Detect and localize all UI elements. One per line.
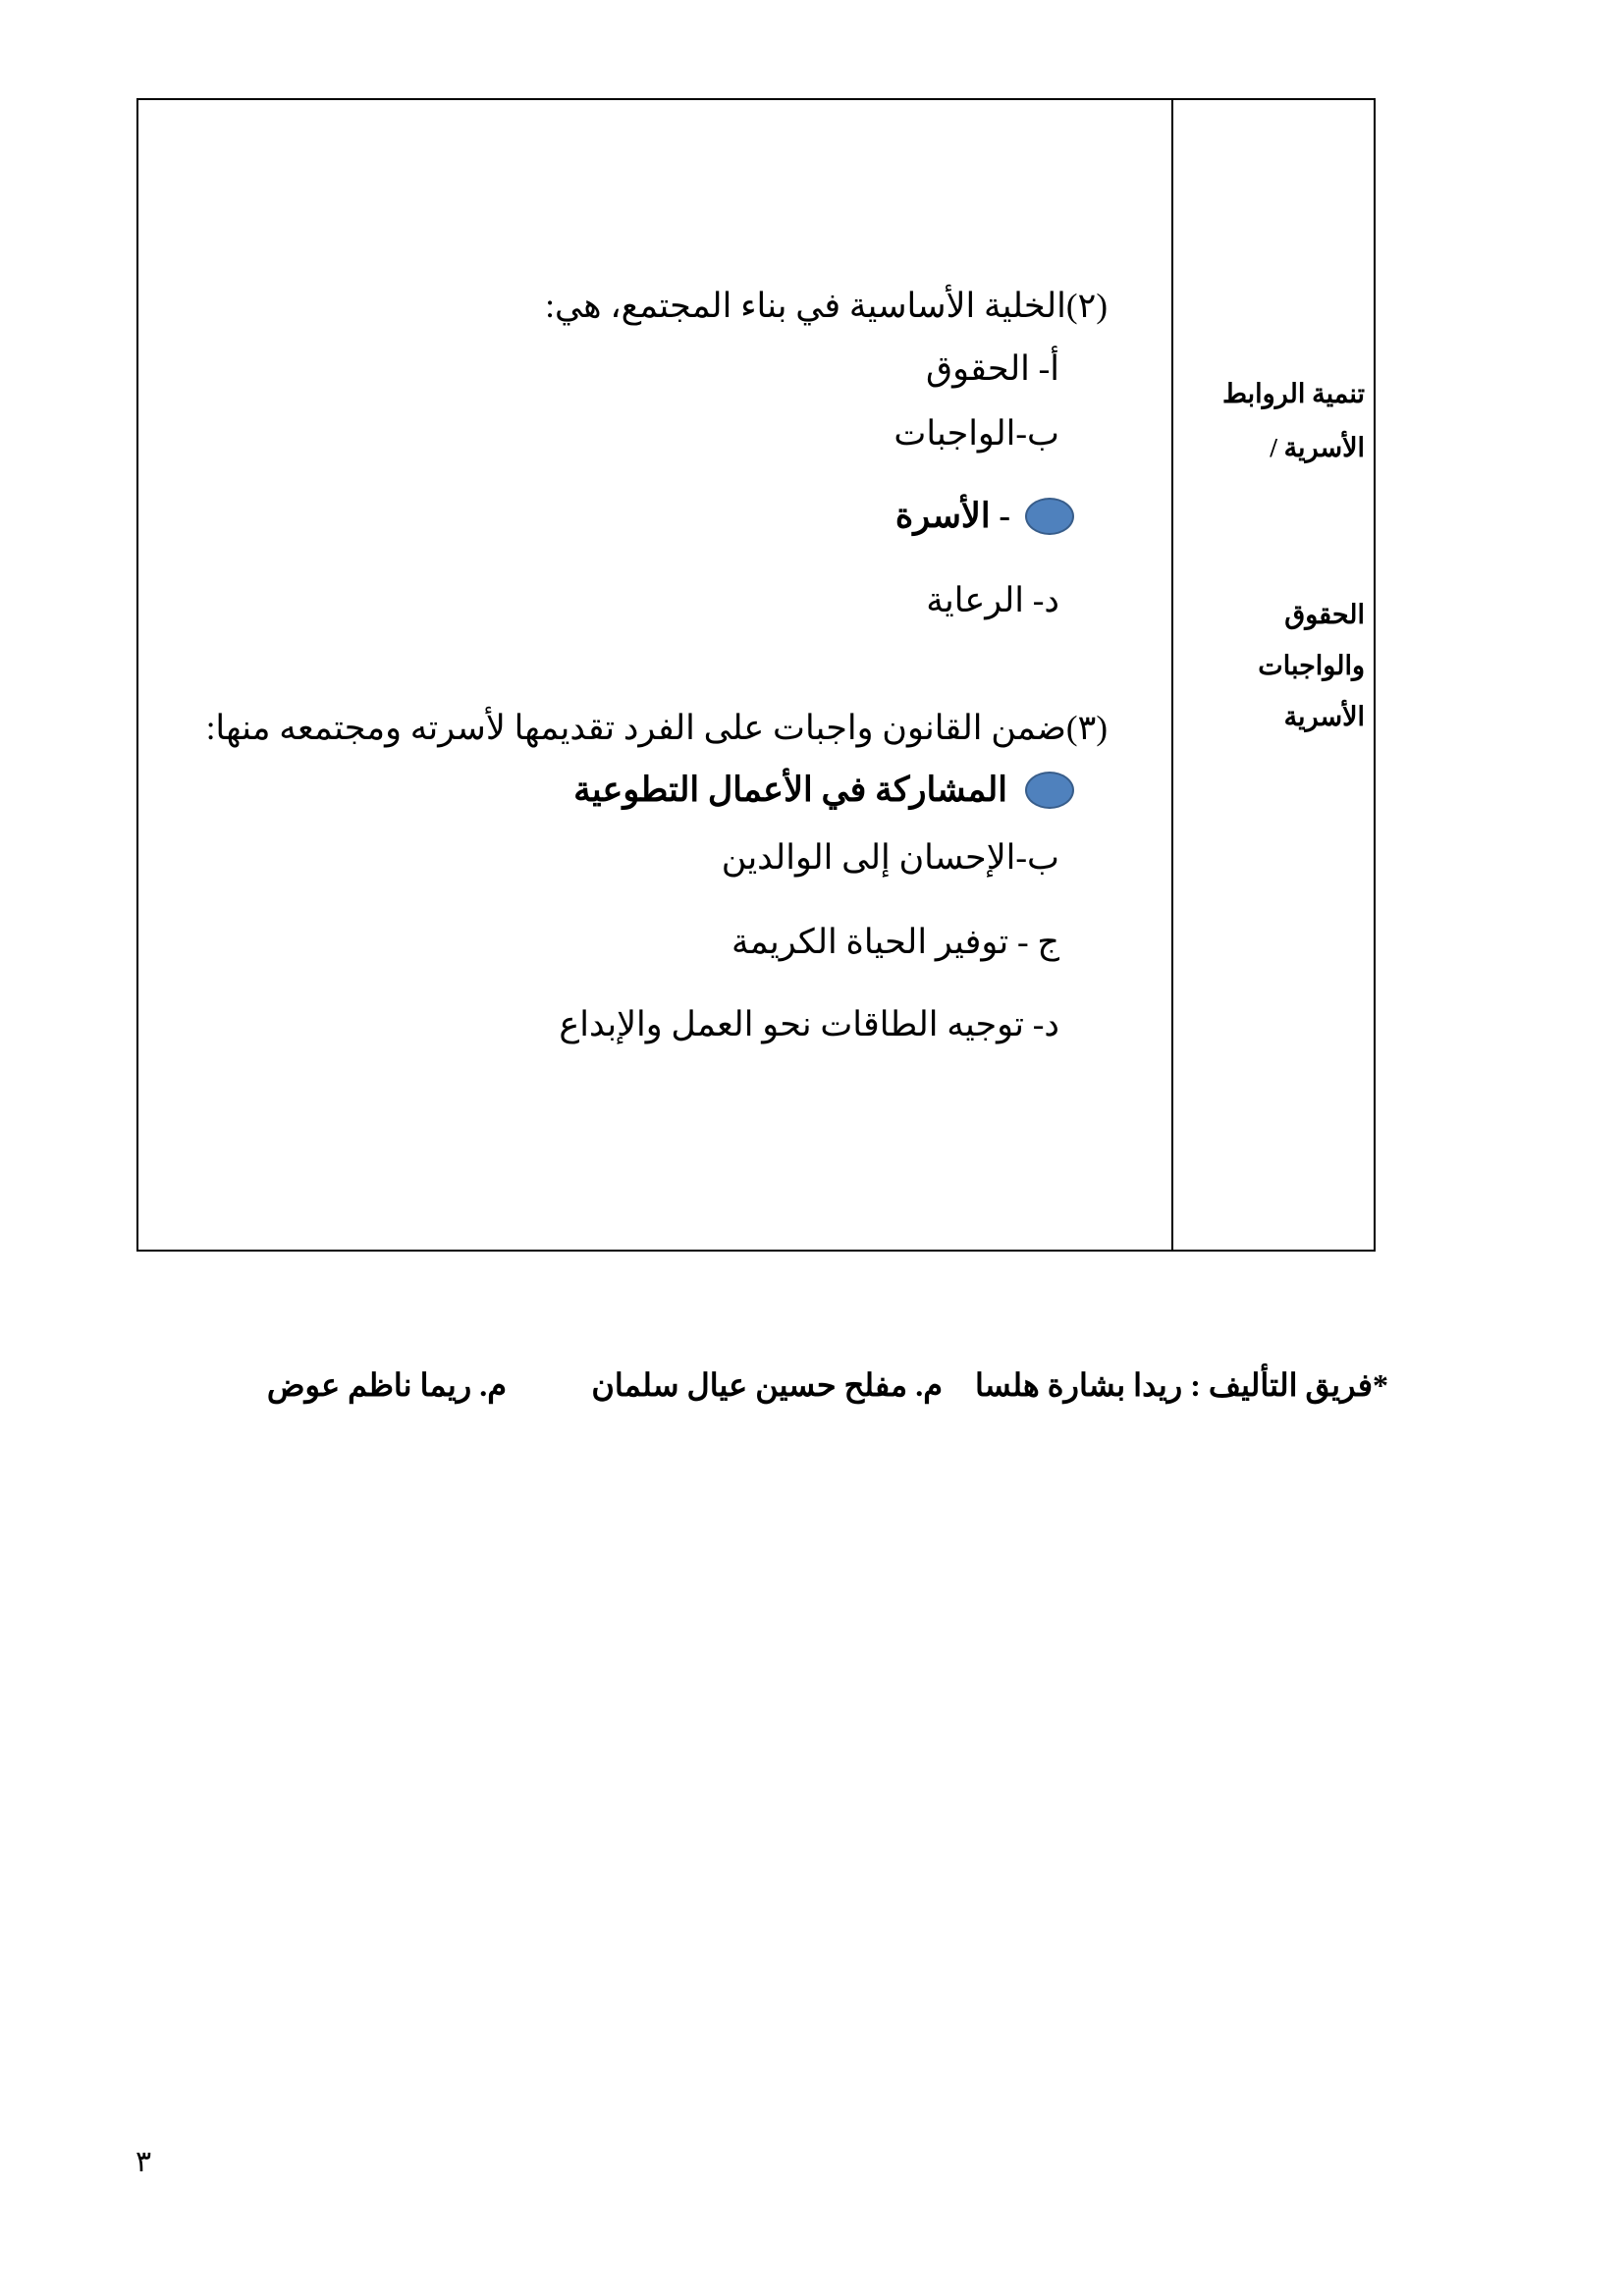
author-name: م. مفلح حسين عيال سلمان — [591, 1367, 943, 1403]
subtopic-line-2: والواجبات — [1258, 651, 1365, 680]
question2-option-d: د- الرعاية — [926, 581, 1059, 619]
topic-line-2: الأسرية / — [1270, 433, 1365, 462]
question2-stem: (٢)الخلية الأساسية في بناء المجتمع، هي: — [545, 287, 1108, 325]
question3-option-c: ج - توفير الحياة الكريمة — [731, 923, 1059, 961]
question3-stem: (٣)ضمن القانون واجبات على الفرد تقديمها لأسرته ومجتمعه منها: — [205, 709, 1108, 747]
question3-option-a: المشاركة في الأعمال التطوعية — [573, 771, 1007, 809]
topic-line-1: تنمية الروابط — [1222, 379, 1365, 408]
selected-answer-marker — [1025, 772, 1074, 809]
question3-option-b: ب-الإحسان إلى الوالدين — [721, 838, 1059, 877]
question2-option-a: أ- الحقوق — [925, 349, 1059, 388]
subtopic-line-1: الحقوق — [1284, 600, 1365, 629]
author-name: م. ريما ناظم عوض — [266, 1367, 507, 1403]
question-table — [136, 98, 1376, 1252]
authoring-team: *فريق التأليف : ريدا بشارة هلسا — [974, 1367, 1388, 1403]
table-column-divider — [1171, 98, 1173, 1252]
question3-option-d: د- توجيه الطاقات نحو العمل والإبداع — [559, 1005, 1059, 1043]
selected-answer-marker — [1025, 498, 1074, 535]
page-number: ٣ — [135, 2146, 152, 2178]
question2-option-b: ب-الواجبات — [893, 414, 1059, 453]
subtopic-line-3: الأسرية — [1283, 702, 1365, 731]
question2-option-c: - الأسرة — [894, 497, 1010, 535]
